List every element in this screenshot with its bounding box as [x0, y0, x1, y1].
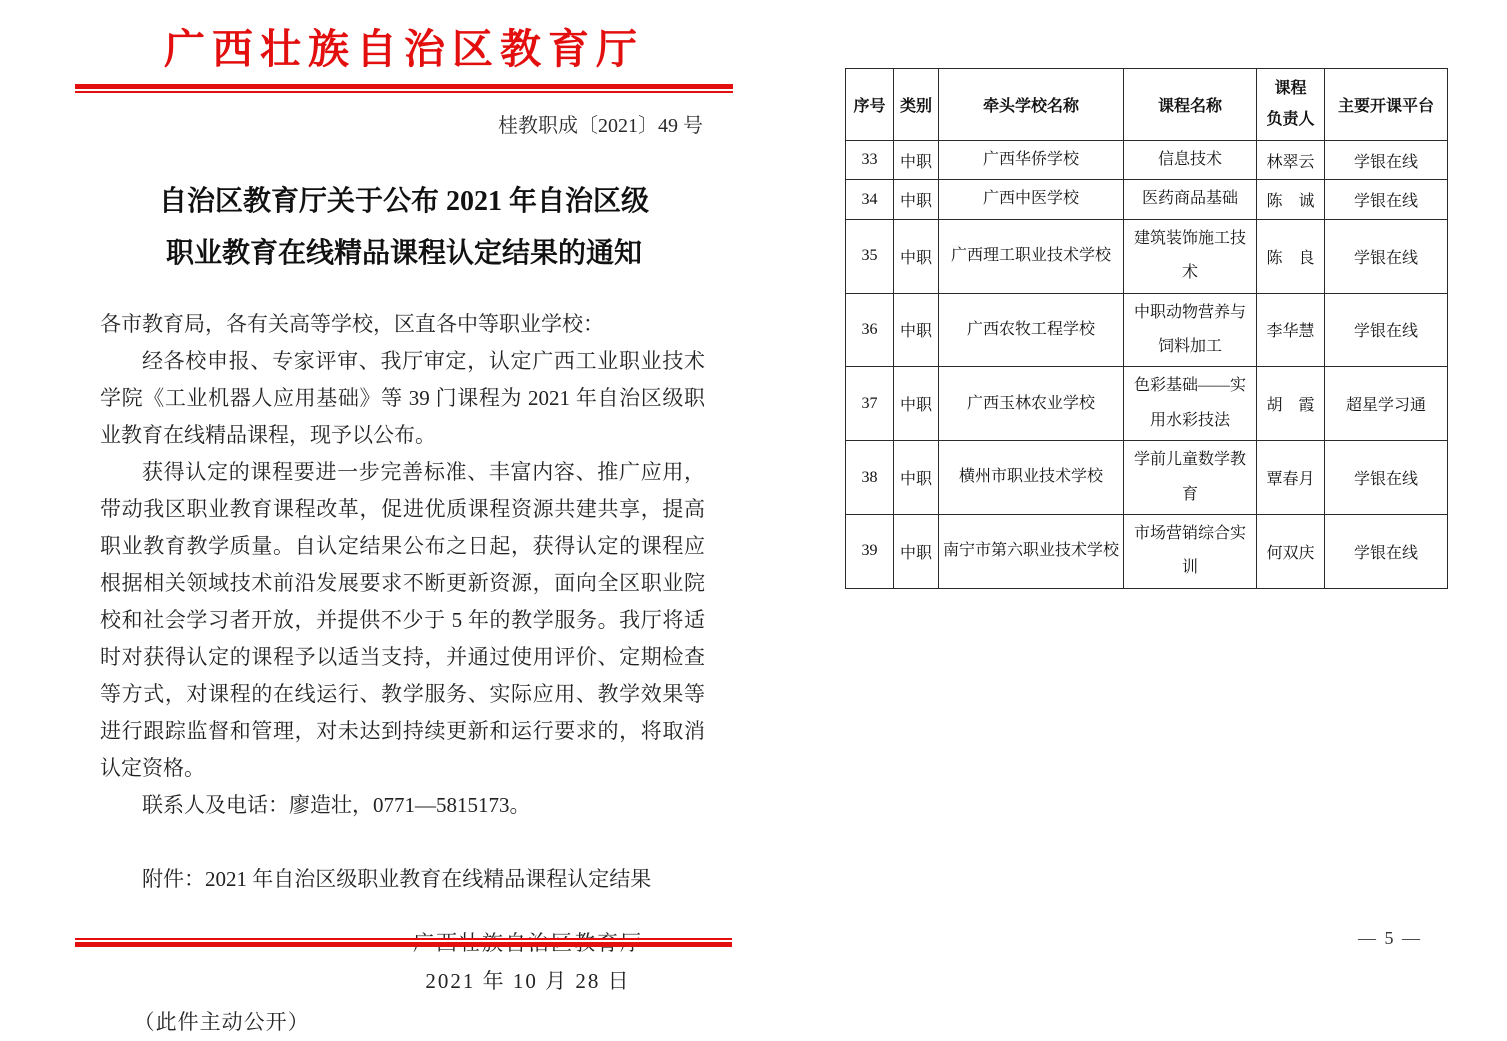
table-row	[846, 180, 1448, 219]
contact-line: 联系人及电话：廖造壮，0771—5815173。	[142, 793, 531, 817]
cell-course: 信息技术	[1124, 141, 1257, 180]
cell-school: 广西农牧工程学校	[939, 293, 1124, 367]
cell-leader: 李华慧	[1257, 293, 1325, 367]
cell-platform: 学银在线	[1325, 441, 1448, 515]
cell-category: 中职	[894, 367, 939, 441]
cell-course: 中职动物营养与饲料加工	[1124, 293, 1257, 367]
cell-school: 南宁市第六职业技术学校	[939, 514, 1124, 588]
cell-leader: 胡 霞	[1257, 367, 1325, 441]
cell-leader: 覃春月	[1257, 441, 1325, 515]
col-header-leader-line2: 负责人	[1266, 110, 1315, 128]
table-row	[846, 219, 1448, 293]
red-double-rule-bottom	[75, 938, 732, 947]
red-double-rule-top	[75, 84, 733, 93]
cell-platform: 学银在线	[1325, 180, 1448, 219]
notice-title-line1: 自治区教育厅关于公布 2021 年自治区级	[158, 186, 649, 217]
cell-no: 34	[846, 180, 894, 219]
course-result-table	[845, 68, 1448, 589]
cell-course: 市场营销综合实训	[1124, 514, 1257, 588]
table-row	[846, 441, 1448, 515]
cell-no: 33	[846, 141, 894, 180]
col-header-course: 课程名称	[1124, 69, 1257, 141]
page-number: — 5 —	[1358, 928, 1422, 948]
col-header-platform: 主要开课平台	[1325, 69, 1448, 141]
cell-category: 中职	[894, 514, 939, 588]
cell-school: 广西理工职业技术学校	[939, 219, 1124, 293]
table-row	[846, 293, 1448, 367]
cell-category: 中职	[894, 441, 939, 515]
cell-school: 广西华侨学校	[939, 141, 1124, 180]
col-header-school: 牵头学校名称	[939, 69, 1124, 141]
signature-date: 2021 年 10 月 28 日	[425, 969, 631, 993]
cell-leader: 陈 良	[1257, 219, 1325, 293]
cell-no: 38	[846, 441, 894, 515]
cell-category: 中职	[894, 219, 939, 293]
attachment-line: 附件：2021 年自治区级职业教育在线精品课程认定结果	[142, 867, 652, 891]
cell-leader: 林翠云	[1257, 141, 1325, 180]
table-row	[846, 367, 1448, 441]
notice-title	[75, 176, 733, 280]
col-header-leader	[1257, 69, 1325, 141]
cell-school: 广西中医学校	[939, 180, 1124, 219]
cell-platform: 学银在线	[1325, 293, 1448, 367]
cell-platform: 学银在线	[1325, 219, 1448, 293]
cell-category: 中职	[894, 141, 939, 180]
cell-category: 中职	[894, 180, 939, 219]
paragraph-1: 经各校申报、专家评审、我厅审定，认定广西工业职业技术学院《工业机器人应用基础》等 39 门课程为 2021 年自治区级职业教育在线精品课程，现予以公布。	[100, 349, 705, 447]
cell-platform: 超星学习通	[1325, 367, 1448, 441]
cell-course: 学前儿童数学教育	[1124, 441, 1257, 515]
cell-course: 医药商品基础	[1124, 180, 1257, 219]
cell-course: 建筑装饰施工技术	[1124, 219, 1257, 293]
cell-school: 横州市职业技术学校	[939, 441, 1124, 515]
col-header-no: 序号	[846, 69, 894, 141]
cell-no: 35	[846, 219, 894, 293]
cell-no: 37	[846, 367, 894, 441]
cell-no: 36	[846, 293, 894, 367]
paragraph-2: 获得认定的课程要进一步完善标准、丰富内容、推广应用，带动我区职业教育课程改革，促进优质课程资源共建共享，提高职业教育教学质量。自认定结果公布之日起，获得认定的课程应根据相关领域技术前沿发展要求不断更新资源，面向全区职业院校和社会学习者开放，并提供不少于 5 年的教学服务。我厅将适时对获得认定的课程予以适当支持，并通过使用评价、定期检查等方式，对课程的在线运行、教学服务、实际应用、教学效果等进行跟踪监督和管理，对未达到持续更新和运行要求的，将取消认定资格。	[100, 460, 705, 780]
cell-leader: 何双庆	[1257, 514, 1325, 588]
notice-body	[75, 306, 733, 1041]
notice-title-line2: 职业教育在线精品课程认定结果的通知	[165, 238, 642, 269]
cell-school: 广西玉林农业学校	[939, 367, 1124, 441]
official-notice	[75, 0, 733, 1041]
table-row	[846, 514, 1448, 588]
agency-header-title: 广西壮族自治区教育厅	[164, 26, 644, 72]
document-number: 桂教职成〔2021〕49 号	[498, 115, 703, 137]
salutation: 各市教育局，各有关高等学校，区直各中等职业学校：	[100, 312, 604, 336]
cell-platform: 学银在线	[1325, 141, 1448, 180]
cell-category: 中职	[894, 293, 939, 367]
table-header-row	[846, 69, 1448, 141]
cell-platform: 学银在线	[1325, 514, 1448, 588]
col-header-leader-line1: 课程	[1274, 80, 1307, 98]
cell-no: 39	[846, 514, 894, 588]
cell-leader: 陈 诚	[1257, 180, 1325, 219]
col-header-category: 类别	[894, 69, 939, 141]
signature-block	[413, 924, 643, 1000]
publicity-note: （此件主动公开）	[133, 1010, 310, 1034]
table-row	[846, 141, 1448, 180]
cell-course: 色彩基础——实用水彩技法	[1124, 367, 1257, 441]
